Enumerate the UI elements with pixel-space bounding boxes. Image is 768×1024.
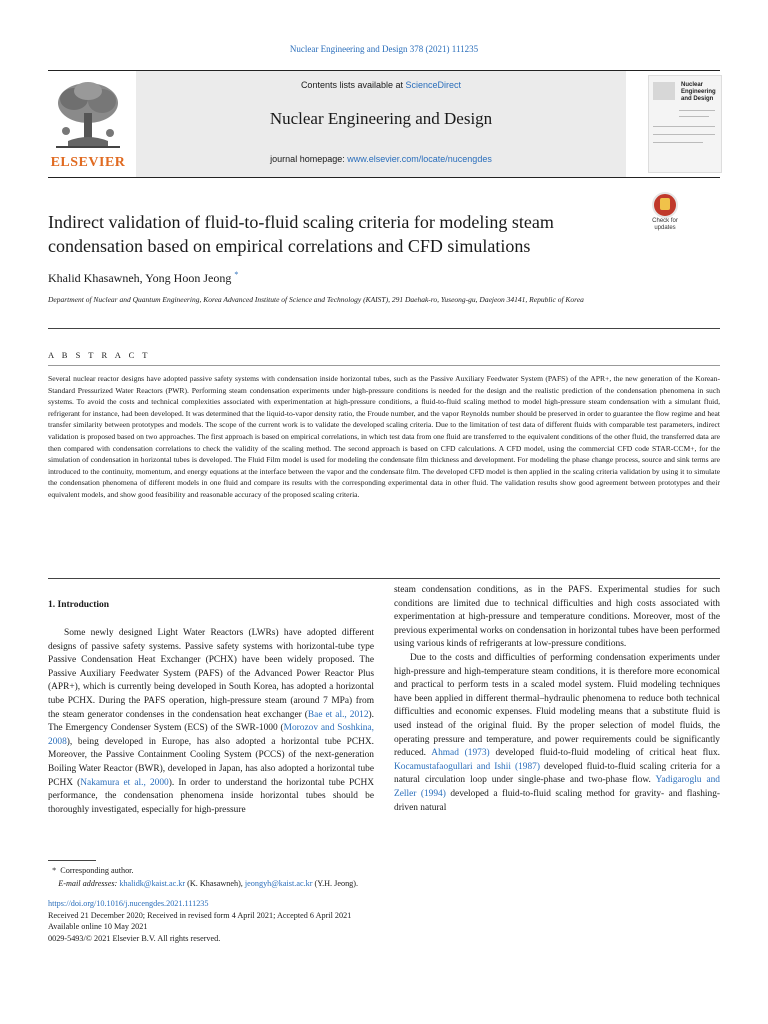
paragraph: [394, 652, 720, 815]
check-for-updates-icon: [652, 192, 678, 218]
journal-reference: [0, 44, 768, 54]
journal-info-box: [136, 71, 626, 177]
journal-cover-thumbnail[interactable]: [648, 75, 722, 173]
cover-line: [679, 116, 709, 117]
email-label: E-mail addresses:: [58, 878, 118, 888]
cover-line: [653, 126, 715, 127]
corresponding-author-mark[interactable]: *: [234, 270, 239, 279]
paragraph-text: developed a fluid-to-fluid scaling method for gravity- and flashing-driven natural: [394, 788, 720, 813]
citation-link[interactable]: Ahmad (1973): [431, 748, 490, 759]
journal-title: Nuclear Engineering and Design: [269, 109, 493, 128]
author-list: [48, 270, 238, 286]
received-dates: Received 21 December 2020; Received in revised form 4 April 2021; Accepted 6 April 2021: [48, 910, 352, 920]
right-column: [394, 584, 720, 815]
citation-link[interactable]: Nakamura et al., 2000: [80, 777, 169, 788]
paragraph-text: Due to the costs and difficulties of performing condensation experiments under high-pressure and high-temperature steam conditions, it is therefore more economical and practical to perform tests in a scaled model system. Fluid modeling techniques have been applied in different thermal–hydraulic phenomena to reduce both technical difficulties and economic expenses. Fluid modeling means that a substitute fluid is used instead of the original fluid. By the proper selection of model fluids, the operating pressure and temperature, and power requirements could be significantly reduced.: [394, 652, 720, 759]
email-note: [48, 878, 468, 891]
contents-prefix: Contents lists available at: [300, 80, 403, 90]
check-for-updates-label: Check for updates: [652, 218, 678, 231]
email-link[interactable]: jeongyh@kaist.ac.kr: [244, 878, 313, 888]
doi-link[interactable]: https://doi.org/10.1016/j.nucengdes.2021.111235: [48, 899, 209, 908]
divider: [48, 578, 720, 579]
citation-link[interactable]: Kocamustafaogullari and Ishii (1987): [394, 761, 540, 772]
paragraph: [48, 627, 374, 817]
author-separator: ,: [139, 271, 143, 285]
email-owner: (K. Khasawneh),: [187, 878, 243, 888]
author-1: Khalid Khasawneh: [48, 271, 140, 285]
available-online: Available online 10 May 2021: [48, 922, 148, 931]
abstract-heading: A B S T R A C T: [48, 350, 151, 360]
elsevier-logo[interactable]: [48, 77, 128, 171]
paragraph-text: developed fluid-to-fluid scaling criteria for a natural circulation loop under single-phase and two-phase flow.: [394, 761, 720, 786]
paragraph-text: ). In order to understand the horizontal tube PCHX performance, the condensation phenomena inside horizontal tubes should be thoroughly investigated, especially for high-pressure: [48, 777, 374, 815]
citation-link[interactable]: Bae et al., 2012: [307, 709, 369, 720]
paragraph-text: ). The Emergency Condenser System (ECS) of the SWR-1000 (: [48, 709, 375, 734]
journal-reference-link[interactable]: Nuclear Engineering and Design 378 (2021) 111235: [289, 44, 479, 54]
article-metadata: [48, 898, 548, 944]
email-link[interactable]: khalidk@kaist.ac.kr: [119, 878, 186, 888]
sciencedirect-link[interactable]: ScienceDirect: [405, 80, 462, 90]
citation-link[interactable]: Morozov and Soshkina, 2008: [48, 723, 374, 747]
paragraph-text: Some newly designed Light Water Reactors (LWRs) have adopted different designs of passive safety systems. Passive safety systems with horizontal-tube type Passive Condensation Heat Exchanger (PCHX) have been widely proposed. The Passive Auxiliary Feedwater System (PAFS) of the Advanced Power Reactor Plus (APR+), which is currently being developed in South Korea, has adopted a horizontal tube PCHX. During the PAFS operation, high-pressure steam (around 7 MPa) from the steam generator condenses in the condensation heat exchanger (: [48, 628, 374, 720]
email-owner: (Y.H. Jeong).: [314, 878, 359, 888]
cover-line: [653, 142, 703, 143]
publisher-name: ELSEVIER: [50, 155, 126, 170]
corresponding-author-note: [48, 865, 468, 878]
check-for-updates-badge[interactable]: [646, 192, 684, 230]
homepage-line: [136, 154, 626, 164]
divider: [48, 328, 720, 329]
cover-line: [653, 134, 715, 135]
footnote-text: Corresponding author.: [60, 866, 134, 875]
elsevier-tree-icon: [48, 77, 128, 151]
cover-image: [653, 82, 675, 100]
homepage-prefix: journal homepage:: [270, 154, 345, 164]
affiliation: Department of Nuclear and Quantum Engineering, Korea Advanced Institute of Science and Technology (KAIST), 291 Daehak-ro, Yuseong-gu, Daejeon 34141, Republic of Korea: [48, 295, 584, 304]
footnote-divider: [48, 860, 96, 861]
paragraph-text: ), being developed in Europe, has also adopted a horizontal tube PCHX. Moreover, the Passive Containment Cooling System (PCCS) of the next-generation Boiling Water Reactor (BWR), developed in Japan, has also adopted a horizontal tube PCHX (: [48, 736, 374, 788]
left-column: [48, 627, 374, 817]
paragraph: steam condensation conditions, as in the PAFS. Experimental studies for such conditions are limited due to technical difficulties and high costs associated with experimentation at high-pressure and temperature conditions. Moreover, most of the previous experimental works on condensation in horizontal tubes have been performed using various kinds of refrigerants at low-pressure conditions.: [394, 585, 720, 650]
homepage-link[interactable]: www.elsevier.com/locate/nucengdes: [347, 154, 492, 164]
divider: [48, 365, 720, 366]
paragraph-text: developed fluid-to-fluid modeling of critical heat flux.: [489, 748, 721, 759]
contents-line: [136, 80, 626, 90]
footnote-mark: *: [52, 866, 57, 875]
footnotes: [48, 865, 468, 890]
cover-title: Nuclear Engineering and Design: [681, 82, 716, 102]
masthead: [48, 70, 720, 178]
cover-line: [679, 110, 715, 111]
citation-link[interactable]: Yadigaroglu and Zeller (1994): [394, 775, 720, 799]
abstract-text: Several nuclear reactor designs have adopted passive safety systems with condensation inside horizontal tubes, such as the Passive Auxiliary Feedwater System (PAFS) of the APR+, the new generation of the Korean-Standard Pressurized Water Reactors (PWR). Performing steam condensation experiments under high-pressure conditions is needed for the design and the realistic prediction of the condensation phenomena in such systems. To avoid the costs and technical complexities associated with experimentation at high-pressure conditions, a fluid-to-fluid scaling method to model high-pressure steam condensation with a simulant fluid, refrigerant for instance, had been developed. It was determined that the liquid-to-vapor density ratio, the Froude number, and the vapor Reynolds number should be preserved in order to guarantee the flow regime and heat transfer similarity between prototypes and models. The scope of the current work is to validate the developed scaling criteria. Due to the limitation of test data of different fluids with comparable test parameters, indirect validation is proposed based on two approaches. The first approach is based on empirical correlations, in which test data from one fluid are transferred to the equivalent conditions of the other fluid, the transferred data are then compared with condensation correlations to check the validity of the scaling method. The second approach is based on CFD calculations. A CFD model, using the commercial CFD code STAR-CCM+, for the simulation of condensation in horizontal tubes is developed. The Fluid Film model is used for modeling the condensate film thickness and development. For modeling the phase change process, source and sink terms are introduced to the continuity, momentum, and energy equations at the interface between the vapor and the condensate film. The developed CFD model is then applied in the scaling criteria validation by using it to simulate the condensation phenomena of different models in one fluid and compare its results with the corresponding experimental data in other fluid. The validation results show good agreement between prototypes and their equivalent models, and show good feasibility and reasonable accuracy of the proposed scaling criteria.: [48, 374, 720, 499]
section-heading-introduction: 1. Introduction: [48, 600, 110, 610]
article-title: Indirect validation of fluid-to-fluid scaling criteria for modeling steam condensation based on empirical correlations and CFD simulations: [48, 212, 554, 256]
copyright: 0029-5493/© 2021 Elsevier B.V. All rights reserved.: [48, 933, 221, 943]
author-2: Yong Hoon Jeong: [145, 271, 232, 285]
